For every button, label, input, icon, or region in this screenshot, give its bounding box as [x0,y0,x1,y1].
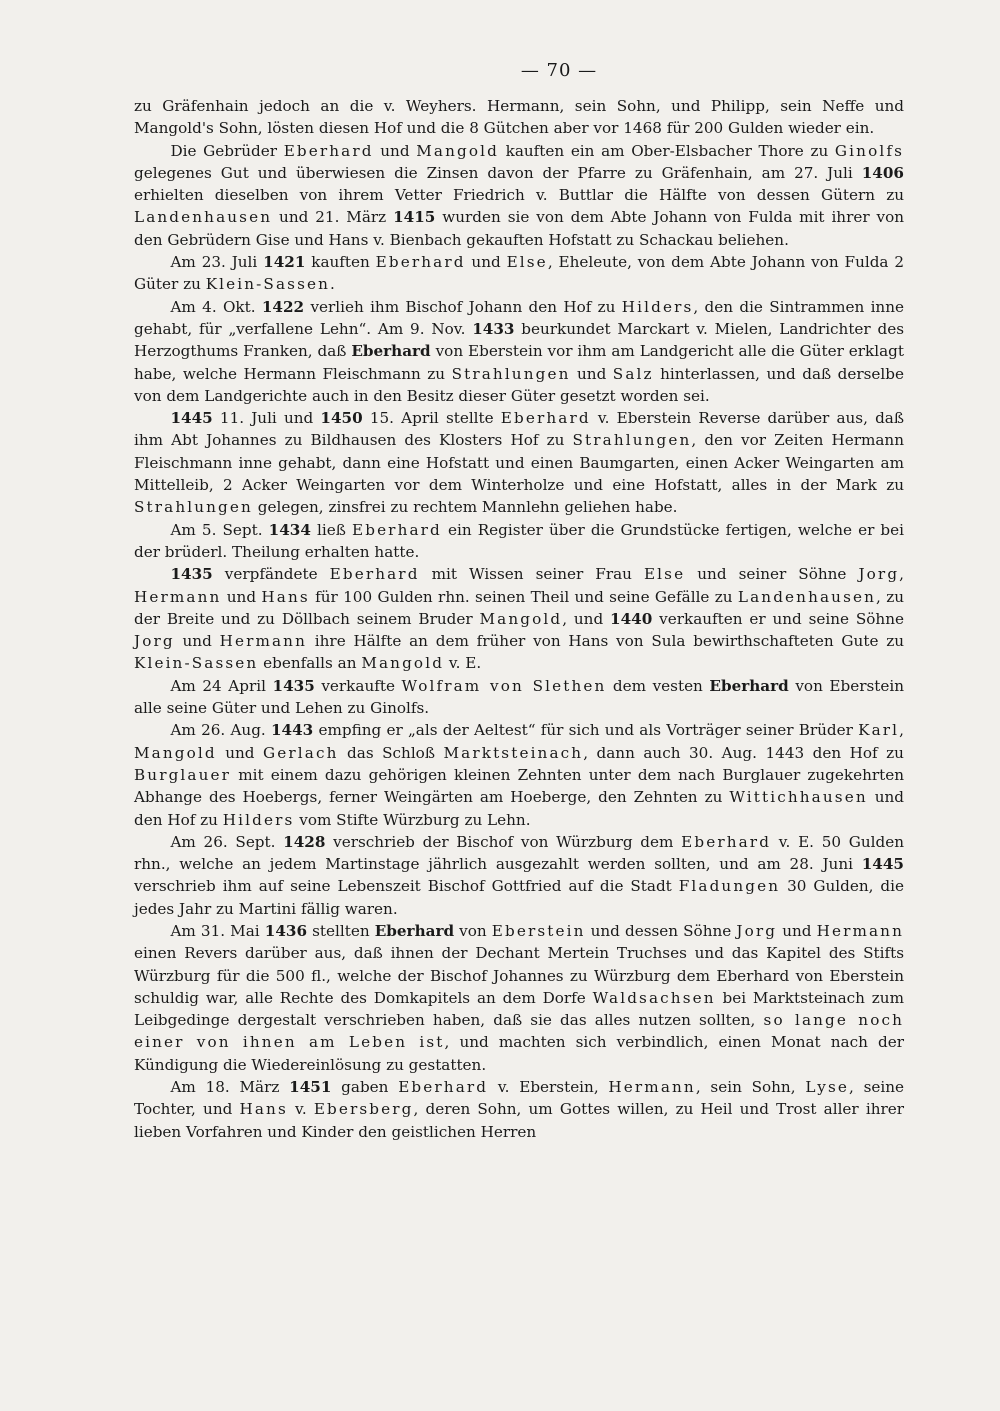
text-run: Am 18. März [170,1078,290,1097]
text-sp: Else [643,565,686,584]
text-sp: Karl [858,721,900,740]
text-sp: Eberhard [329,565,420,584]
text-run: , den die Sintrammen inne gehabt, für „verfallene Lehn“. Am 9. Nov. [134,297,904,338]
text-run: und [465,253,507,272]
text-run: und [570,364,613,383]
text-run: kauften ein am Ober-Elsbacher Thore zu [498,141,835,160]
text-run: gelegenes Gut und überwiesen die Zinsen davon der Pfarre zu Gräfenhain, am 27. Juli [134,163,862,182]
text-run: , und machten sich verbindlich, einen Monat nach der Kündigung die Wiedereinlösung zu gestatten. [134,1033,904,1074]
text-sp: Hilders [222,810,295,829]
text-run: gelegen, zinsfrei zu rechtem Mannlehn geliehen habe. [252,498,678,517]
paragraph [134,831,904,920]
paragraph [134,296,904,407]
page-number: — 70 — [520,60,598,81]
text-run: , seine Tochter, und [134,1078,905,1119]
text-sp: Waldsachsen [592,988,716,1007]
text-run: das Schloß [338,743,444,762]
text-run: Am 23. Juli [170,253,264,272]
text-run: , sein Sohn, [695,1078,806,1097]
text-run: verschrieb der Bischof von Würzburg dem [325,832,682,851]
text-run: v. [287,1100,314,1119]
text-sp: Gerlach [263,743,339,762]
text-run: 30 Gulden, die jedes Jahr zu Martini fällig waren. [134,877,904,918]
text-sp: Landenhausen [134,208,273,227]
text-run: einen Revers darüber aus, daß ihnen der Dechant Mertein Truchses und das Kapitel des Stifts Würzburg für die 500 fl., welche der Bischof Johannes zu Würzburg dem Eberhard von Eberstein schuldig war, alle Rechte des Domkapitels an dem Dorfe [134,944,904,1007]
text-sp: Mangold [134,743,217,762]
text-num: 1433 [472,319,515,338]
text-run: dem vesten [606,676,710,695]
text-sp: Salz [612,364,654,383]
text-run: zu Gräfenhain jedoch an die v. Weyhers. Hermann, sein Sohn, und Philipp, sein Neffe und Mangold's Sohn, lösten diesen Hof und die 8 Gütchen aber vor 1468 für 200 Gulden wieder ein. [134,97,904,138]
text-sp: Hermann [816,921,904,940]
text-sp: Eberhard [500,409,591,428]
text-sp: Eberhard [375,253,466,272]
text-num: 1451 [289,1078,332,1097]
text-run: und 21. März [272,208,394,227]
text-num: 1443 [270,721,314,740]
text-sp: Eberhard [352,520,442,539]
text-run: mit einem dazu gehörigen kleinen Zehnten unter dem nach Burglauer zugekehrten Abhange des Hoebergs, ferner Weingärten am Hoeberge, den Zehnten zu [134,765,904,807]
text-run: , und [562,609,611,628]
paragraph [134,920,904,1076]
text-run: , dann auch 30. Aug. 1443 den Hof zu [583,743,904,762]
text-run: und [373,141,417,160]
text-run: ein Register über die Grundstücke fertigen, welche er bei der brüderl. Theilung erhalten hatte. [134,520,904,561]
text-num: 1445 [861,855,904,874]
text-run: verschrieb ihm auf seine Lebenszeit Bischof Gottfried auf die Stadt [134,877,679,896]
text-sp: Jorg [858,565,900,584]
text-run: mit Wissen seiner Frau [419,565,644,584]
text-num: 1435 [272,676,315,695]
text-sp: Landenhausen [737,587,877,606]
paragraph [134,519,904,564]
text-sp: Hans [239,1100,288,1119]
text-sp: Else [506,253,548,272]
text-run: ebenfalls an [258,654,362,673]
text-sp: Hermann [608,1078,696,1097]
text-num: 1421 [263,253,306,272]
text-sp: Marktsteinach [443,743,584,762]
text-run: vom Stifte Würzburg zu Lehn. [294,810,531,829]
text-run: und [216,743,264,762]
text-num: 1440 [610,609,653,628]
text-run: und [777,921,817,940]
text-run: 15. April stellte [362,409,501,428]
text-run: und [221,587,262,606]
text-run: v. E. 50 Gulden rhn., welche an jedem Martinstage jährlich ausgezahlt werden sollten, und am 28. Juni [134,832,904,874]
text-run: und [174,632,220,651]
text-run: , deren Sohn, um Gottes willen, zu Heil und Trost aller ihrer lieben Vorfahren und Kinder den geistlichen Herren [134,1100,904,1141]
text-num: 1450 [320,409,363,428]
text-sp: Burglauer [134,765,232,784]
text-run: und dessen Söhne [585,921,737,940]
text-run: v. Eberstein Reverse darüber aus, daß ihm Abt Johannes zu Bildhausen des Klosters Hof zu [134,409,904,450]
text-run: beurkundet Marckart v. Mielen, Landrichter des Herzogthums Franken, daß [134,319,904,361]
text-run: , [899,565,904,584]
text-run: ihre Hälfte an dem früher von Hans von Sula bewirthschafteten Gute zu [307,632,904,651]
text-sp: Hilders [621,297,694,316]
text-run: , Eheleute, von dem Abte Johann von Fulda 2 Güter zu [134,253,904,294]
text-run: von Eberstein vor ihm am Landgericht alle die Güter erklagt habe, welche Hermann Fleischmann zu [134,342,904,383]
text-sp: Klein-Sassen [134,654,259,673]
text-run: Am 24 April [170,676,273,695]
text-sp: Hans [261,587,310,606]
text-sp: Eberhard [398,1078,489,1097]
text-sp: Wittichhausen [729,788,868,807]
text-run: . [330,275,335,294]
text-bold-name: Eberhard [351,342,431,361]
text-sp: Lyse [805,1078,850,1097]
text-run: verkaufte [314,676,402,695]
text-run: für 100 Gulden rhn. seinen Theil und seine Gefälle zu [309,587,738,606]
text-sp: Mangold [479,609,563,628]
text-run: v. E. [444,654,482,673]
text-run: Am 26. Aug. [170,721,271,740]
text-run: Am 4. Okt. [170,297,262,316]
text-num: 1428 [283,832,326,851]
text-sp: Jorg [134,632,175,651]
text-sp: Hermann [134,587,222,606]
text-run: empfing er „als der Aeltest“ für sich und als Vorträger seiner Brüder [313,721,859,740]
text-sp: Strahlungen [451,364,571,383]
paragraph [134,563,904,674]
text-bold-name: Eberhard [709,676,789,695]
text-num: 1415 [393,208,436,227]
text-sp: Mangold [416,141,499,160]
text-sp: Ebersberg [313,1100,414,1119]
text-num: 1445 [170,409,213,428]
text-run: Am 31. Mai [170,921,265,940]
text-bold-name: Eberhard [374,921,455,940]
text-run: hinterlassen, und daß derselbe von dem Landgerichte auch in den Besitz dieser Güter gesetzt worden sei. [134,364,904,405]
text-num: 1434 [268,520,311,539]
text-sp: Wolfram von Slethen [401,676,607,695]
text-sp: Fladungen [678,877,781,896]
text-run: bei Marktsteinach zum Leibgedinge dergestalt verschrieben haben, daß sie das alles nutzen sollten, [134,988,904,1030]
text-run: stellten [307,921,375,940]
paragraph [134,1076,904,1143]
text-sp: Mangold [361,654,445,673]
text-run: , [899,721,904,740]
paragraph [134,719,904,830]
text-run: gaben [331,1078,399,1097]
text-run: 11. Juli und [212,409,321,428]
text-sp: Eberhard [681,832,772,851]
text-run: verkauften er und seine Söhne [652,609,904,628]
text-sp: Eberstein [491,921,586,940]
text-run: kauften [305,253,376,272]
text-num: 1406 [861,163,904,182]
text-run: wurden sie von dem Abte Johann von Fulda mit ihrer von den Gebrüdern Gise und Hans v. Bienbach gekauften Hofstatt zu Schackau beliehen. [134,208,904,249]
text-run: und seiner Söhne [685,565,859,584]
text-run: erhielten dieselben von ihrem Vetter Friedrich v. Buttlar die Hälfte von dessen Gütern zu [134,186,904,205]
text-sp: Strahlungen [572,431,692,450]
text-num: 1436 [264,921,308,940]
text-run: verlieh ihm Bischof Johann den Hof zu [304,297,622,316]
text-run: verpfändete [212,565,330,584]
text-run: , den vor Zeiten Hermann Fleischmann inne gehabt, dann eine Hofstatt und einen Baumgarten, einen Acker Weingarten am Mittelleib, 2 Acker Weingarten vor dem Winterholze und eine Hofstatt, alles in der Mark zu [134,431,904,495]
text-run: und den Hof zu [134,788,904,829]
text-sp: Klein-Sassen [205,275,331,294]
text-run: Die Gebrüder [170,141,284,160]
text-sp: Ginolfs [834,141,905,160]
paragraph [134,95,904,140]
text-num: 1422 [261,297,305,316]
text-run: von Eberstein alle seine Güter und Lehen zu Ginolfs. [134,676,904,718]
document-page [134,60,904,1143]
text-sp: Eberhard [283,141,374,160]
text-sp: so lange noch einer von ihnen am Leben ist [134,1011,905,1052]
text-run: ließ [310,520,352,539]
paragraph [134,407,904,518]
text-run: Am 26. Sept. [170,832,284,851]
paragraph [134,251,904,296]
text-num: 1435 [170,565,213,584]
paragraph [134,675,904,720]
text-run: von [454,921,492,940]
text-run: , zu der Breite und zu Döllbach seinem Bruder [134,587,904,628]
text-run: v. Eberstein, [488,1078,609,1097]
paragraph [134,140,904,251]
text-sp: Jorg [736,921,778,940]
text-sp: Hermann [219,632,308,651]
text-sp: Strahlungen [134,498,253,517]
body-text [134,95,904,1143]
text-run: Am 5. Sept. [170,520,269,539]
